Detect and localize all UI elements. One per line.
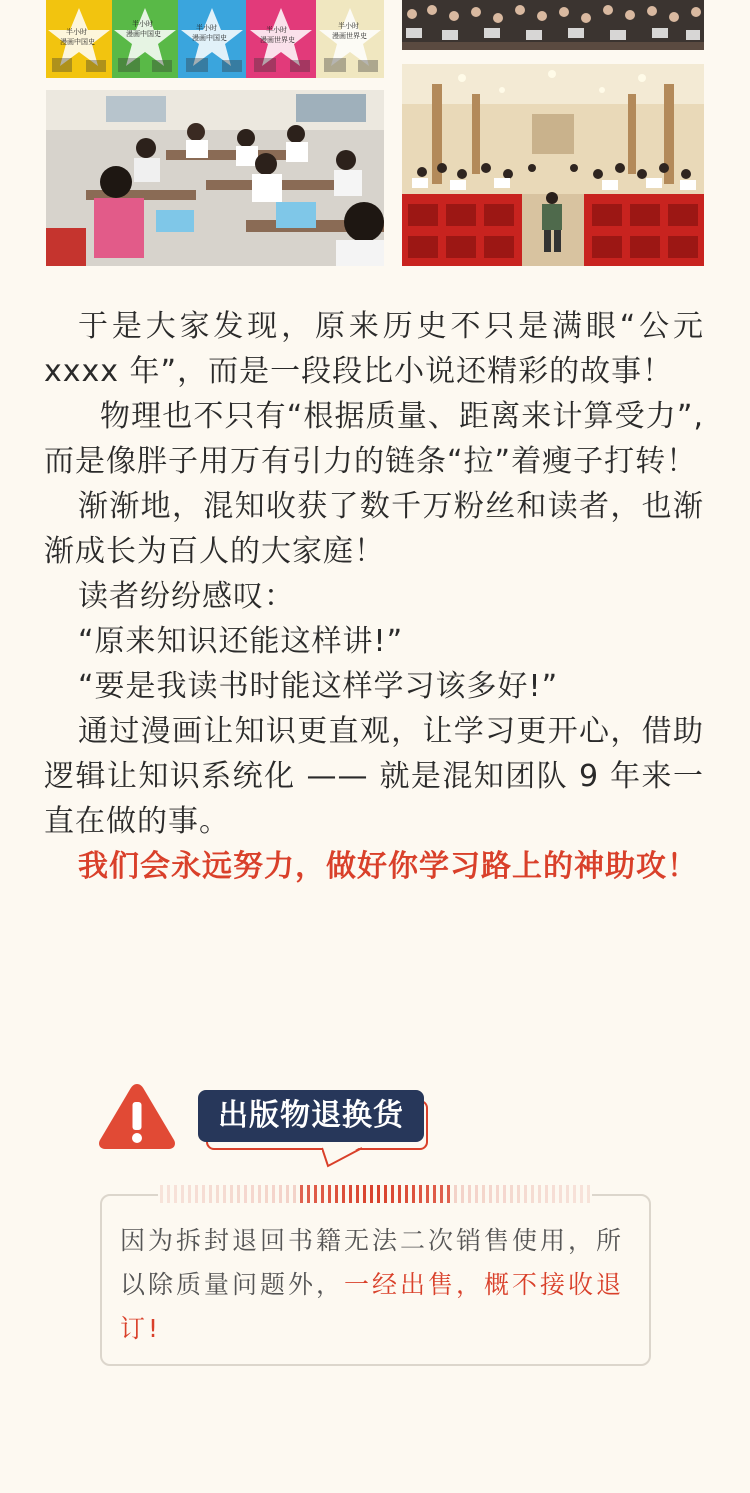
stripe-line bbox=[223, 1185, 226, 1203]
stripe-line bbox=[559, 1185, 562, 1203]
stripe-line bbox=[202, 1185, 205, 1203]
stripe-line bbox=[174, 1185, 177, 1203]
stripe-line bbox=[265, 1185, 268, 1203]
stripe-line bbox=[216, 1185, 219, 1203]
stripe-line bbox=[405, 1185, 408, 1203]
stripe-line bbox=[426, 1185, 429, 1203]
stripe-line bbox=[433, 1185, 436, 1203]
stripe-line bbox=[447, 1185, 450, 1203]
stripe-line bbox=[279, 1185, 282, 1203]
stripe-line bbox=[573, 1185, 576, 1203]
stripe-line bbox=[552, 1185, 555, 1203]
notice-text bbox=[120, 1219, 632, 1351]
svg-text:漫画中国史: 漫画中国史 bbox=[126, 30, 161, 38]
svg-text:半小时: 半小时 bbox=[66, 28, 87, 36]
stripe-line bbox=[468, 1185, 471, 1203]
photo-crowd bbox=[402, 0, 704, 50]
stripe-line bbox=[328, 1185, 331, 1203]
stripe-line bbox=[377, 1185, 380, 1203]
stripe-line bbox=[349, 1185, 352, 1203]
stripe-line bbox=[363, 1185, 366, 1203]
stripe-line bbox=[454, 1185, 457, 1203]
stripe-line bbox=[321, 1185, 324, 1203]
stripe-line bbox=[272, 1185, 275, 1203]
article-body bbox=[44, 304, 704, 889]
stripe-line bbox=[258, 1185, 261, 1203]
stripe-line bbox=[398, 1185, 401, 1203]
stripe-line bbox=[391, 1185, 394, 1203]
stripe-line bbox=[510, 1185, 513, 1203]
svg-text:漫画中国史: 漫画中国史 bbox=[60, 38, 95, 46]
photo-comic-books bbox=[46, 0, 384, 78]
stripe-line bbox=[356, 1185, 359, 1203]
warning-icon bbox=[96, 1080, 178, 1152]
stripe-line bbox=[293, 1185, 296, 1203]
stripe-line bbox=[251, 1185, 254, 1203]
svg-text:半小时: 半小时 bbox=[196, 24, 217, 32]
stripe-line bbox=[587, 1185, 590, 1203]
svg-text:半小时: 半小时 bbox=[132, 20, 153, 28]
stripe-line bbox=[538, 1185, 541, 1203]
stripe-line bbox=[566, 1185, 569, 1203]
stripe-line bbox=[475, 1185, 478, 1203]
notice-text-plain: 因为拆封退回书籍无法二次销售使用，所以除质量问题外， bbox=[120, 1226, 625, 1299]
paragraph-promise: 我们会永远努力，做好你学习路上的神助攻！ bbox=[78, 849, 698, 884]
svg-text:半小时: 半小时 bbox=[338, 22, 359, 30]
stripe-line bbox=[237, 1185, 240, 1203]
stripe-line bbox=[160, 1185, 163, 1203]
notice-text-highlight: 一经出售，概不接收退订 bbox=[120, 1270, 625, 1343]
stripe-line bbox=[461, 1185, 464, 1203]
stripe-line bbox=[440, 1185, 443, 1203]
notice-title: 出版物退换货 bbox=[198, 1090, 424, 1142]
svg-text:漫画中国史: 漫画中国史 bbox=[192, 34, 227, 42]
stripe-line bbox=[482, 1185, 485, 1203]
stripe-line bbox=[300, 1185, 303, 1203]
paragraph-readers: 读者纷纷感叹： bbox=[78, 579, 295, 614]
notice-text-end: ! bbox=[148, 1314, 162, 1343]
svg-text:漫画世界史: 漫画世界史 bbox=[260, 36, 295, 44]
stripe-line bbox=[167, 1185, 170, 1203]
bubble-tail bbox=[322, 1146, 362, 1168]
stripe-line bbox=[335, 1185, 338, 1203]
stripe-line bbox=[412, 1185, 415, 1203]
stripe-line bbox=[342, 1185, 345, 1203]
stripe-line bbox=[517, 1185, 520, 1203]
paragraph-physics: 物理也不只有“根据质量、距离来计算受力”,而是像胖子用万有引力的链条“拉”着瘦子打转！ bbox=[44, 399, 704, 479]
stripe-line bbox=[209, 1185, 212, 1203]
stripe-line bbox=[286, 1185, 289, 1203]
stripe-line bbox=[503, 1185, 506, 1203]
stripe-line bbox=[531, 1185, 534, 1203]
quote-2: “要是我读书时能这样学习该多好!” bbox=[78, 669, 559, 704]
stripe-line bbox=[545, 1185, 548, 1203]
svg-text:漫画世界史: 漫画世界史 bbox=[332, 32, 367, 40]
paragraph-history: 于是大家发现，原来历史不只是满眼“公元 xxxx 年”，而是一段段比小说还精彩的故事！ bbox=[44, 309, 704, 389]
paragraph-mission: 通过漫画让知识更直观，让学习更开心，借助逻辑让知识系统化 —— 就是混知团队 9 年来一直在做的事。 bbox=[44, 714, 704, 839]
decorative-stripe bbox=[158, 1185, 592, 1203]
stripe-line bbox=[496, 1185, 499, 1203]
stripe-line bbox=[370, 1185, 373, 1203]
stripe-line bbox=[419, 1185, 422, 1203]
stripe-line bbox=[188, 1185, 191, 1203]
photo-auditorium bbox=[402, 64, 704, 266]
stripe-line bbox=[524, 1185, 527, 1203]
stripe-line bbox=[314, 1185, 317, 1203]
photo-classroom-reading bbox=[46, 90, 384, 266]
svg-text:半小时: 半小时 bbox=[266, 26, 287, 34]
stripe-line bbox=[307, 1185, 310, 1203]
stripe-line bbox=[384, 1185, 387, 1203]
paragraph-growth: 渐渐地，混知收获了数千万粉丝和读者，也渐渐成长为百人的大家庭！ bbox=[44, 489, 704, 569]
stripe-line bbox=[244, 1185, 247, 1203]
stripe-line bbox=[181, 1185, 184, 1203]
stripe-line bbox=[230, 1185, 233, 1203]
quote-1: “原来知识还能这样讲!” bbox=[78, 624, 404, 659]
stripe-line bbox=[195, 1185, 198, 1203]
stripe-line bbox=[489, 1185, 492, 1203]
stripe-line bbox=[580, 1185, 583, 1203]
